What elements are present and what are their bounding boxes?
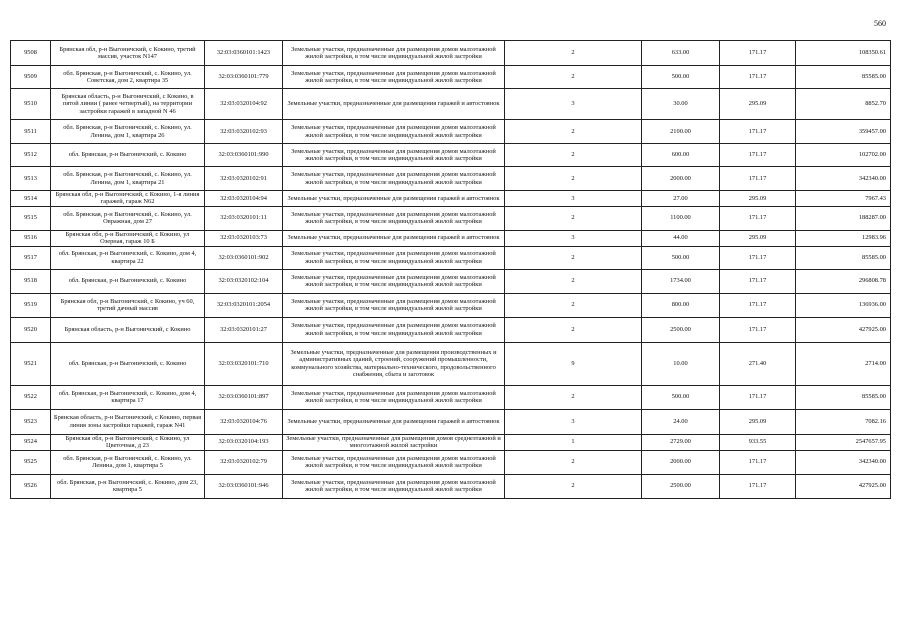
cadastral-value-cell: 7082.16: [796, 409, 891, 434]
cadastral-value-cell: 427925.00: [796, 317, 891, 342]
cadastral-number-cell: 32:03:0320103:73: [205, 230, 283, 246]
cadastral-value-cell: 342340.00: [796, 167, 891, 191]
area-cell: 1734.00: [642, 269, 720, 293]
cadastral-value-cell: 2714.00: [796, 342, 891, 385]
land-use-cell: Земельные участки, предназначенные для размещения гаражей и автостоянок: [283, 191, 505, 207]
address-cell: Брянская обл, р-н Выгоничский, с Кокино, ул Озерная, гараж 10 Б: [51, 230, 205, 246]
cadastral-number-cell: 32:03:0320101:2054: [205, 293, 283, 317]
specific-value-cell: 171.17: [720, 450, 796, 474]
area-cell: 2100.00: [642, 120, 720, 144]
address-cell: Брянская обл, р-н Выгоничский, с Кокино, уч 60, третий дачный массив: [51, 293, 205, 317]
specific-value-cell: 295.09: [720, 230, 796, 246]
area-cell: 44.00: [642, 230, 720, 246]
row-number: 9520: [11, 317, 51, 342]
table-row: [11, 167, 891, 191]
row-number: 9510: [11, 89, 51, 120]
cadastral-number-cell: 32:03:0320101:11: [205, 206, 283, 230]
table-row: [11, 385, 891, 409]
area-cell: 2500.00: [642, 317, 720, 342]
land-use-cell: Земельные участки, предназначенные для размещения гаражей и автостоянок: [283, 230, 505, 246]
cadastral-value-cell: 359457.00: [796, 120, 891, 144]
area-cell: 500.00: [642, 246, 720, 269]
address-cell: обл. Брянская, р-н Выгоничский, с. Кокино: [51, 144, 205, 167]
land-use-cell: Земельные участки, предназначенные для размещения домов малоэтажной жилой застройки, в том числе индивидуальной жилой застройки: [283, 474, 505, 498]
area-cell: 500.00: [642, 66, 720, 89]
table-row: [11, 230, 891, 246]
group-cell: 2: [505, 474, 642, 498]
cadastral-number-cell: 32:03:0320104:92: [205, 89, 283, 120]
row-number: 9514: [11, 191, 51, 207]
group-cell: 3: [505, 89, 642, 120]
cadastral-number-cell: 32:03:0360101:946: [205, 474, 283, 498]
row-number: 9515: [11, 206, 51, 230]
specific-value-cell: 171.17: [720, 317, 796, 342]
cadastral-value-cell: 8852.70: [796, 89, 891, 120]
area-cell: 633.00: [642, 41, 720, 66]
specific-value-cell: 171.17: [720, 206, 796, 230]
address-cell: Брянская обл, р-н Выгоничский, с Кокино, 1-я линия гаражей, гараж N62: [51, 191, 205, 207]
specific-value-cell: 171.17: [720, 269, 796, 293]
cadastral-value-cell: 102702.00: [796, 144, 891, 167]
table-row: [11, 293, 891, 317]
cadastral-number-cell: 32:03:0320102:79: [205, 450, 283, 474]
cadastral-number-cell: 32:03:0320101:710: [205, 342, 283, 385]
cadastral-number-cell: 32:03:0360101:897: [205, 385, 283, 409]
cadastral-number-cell: 32:03:0360101:990: [205, 144, 283, 167]
cadastral-number-cell: 32:03:0320102:93: [205, 120, 283, 144]
group-cell: 2: [505, 293, 642, 317]
cadastral-value-cell: 427925.00: [796, 474, 891, 498]
group-cell: 2: [505, 450, 642, 474]
land-use-cell: Земельные участки, предназначенные для размещения домов малоэтажной жилой застройки, в том числе индивидуальной жилой застройки: [283, 246, 505, 269]
cadastral-number-cell: 32:03:0320102:104: [205, 269, 283, 293]
address-cell: обл. Брянская, р-н Выгоничский, с. Кокино, ул. Ленина, дом 1, квартира 21: [51, 167, 205, 191]
land-use-cell: Земельные участки, предназначенные для размещения домов малоэтажной жилой застройки, в том числе индивидуальной жилой застройки: [283, 385, 505, 409]
specific-value-cell: 295.09: [720, 191, 796, 207]
table-row: [11, 474, 891, 498]
group-cell: 3: [505, 230, 642, 246]
cadastral-value-table: [10, 40, 891, 499]
address-cell: обл. Брянская, р-н Выгоничский, с. Кокино: [51, 269, 205, 293]
group-cell: 2: [505, 167, 642, 191]
group-cell: 3: [505, 191, 642, 207]
row-number: 9523: [11, 409, 51, 434]
table-row: [11, 434, 891, 450]
area-cell: 2000.00: [642, 167, 720, 191]
cadastral-value-cell: 188287.00: [796, 206, 891, 230]
land-use-cell: Земельные участки, предназначенные для размещения производственных и административных зданий, строений, сооружений промышленности, коммунального хозяйства, материально-технического, продовольственного снабжения, сбыта и заготовок: [283, 342, 505, 385]
area-cell: 27.00: [642, 191, 720, 207]
row-number: 9524: [11, 434, 51, 450]
address-cell: обл. Брянская, р-н Выгоничский, с. Кокино: [51, 342, 205, 385]
cadastral-value-cell: 108350.61: [796, 41, 891, 66]
table-row: [11, 450, 891, 474]
specific-value-cell: 171.17: [720, 293, 796, 317]
area-cell: 1100.00: [642, 206, 720, 230]
area-cell: 600.00: [642, 144, 720, 167]
land-use-cell: Земельные участки, предназначенные для размещения домов малоэтажной жилой застройки, в том числе индивидуальной жилой застройки: [283, 120, 505, 144]
group-cell: 2: [505, 269, 642, 293]
specific-value-cell: 171.17: [720, 144, 796, 167]
cadastral-value-cell: 7967.43: [796, 191, 891, 207]
table-row: [11, 342, 891, 385]
row-number: 9526: [11, 474, 51, 498]
specific-value-cell: 933.55: [720, 434, 796, 450]
cadastral-number-cell: 32:03:0360101:779: [205, 66, 283, 89]
specific-value-cell: 171.17: [720, 167, 796, 191]
area-cell: 2729.00: [642, 434, 720, 450]
table-row: [11, 144, 891, 167]
specific-value-cell: 171.17: [720, 385, 796, 409]
cadastral-value-cell: 136936.00: [796, 293, 891, 317]
cadastral-number-cell: 32:03:0320104:193: [205, 434, 283, 450]
address-cell: обл. Брянская, р-н Выгоничский, с. Кокино, дом 4, квартира 22: [51, 246, 205, 269]
area-cell: 24.00: [642, 409, 720, 434]
table-row: [11, 191, 891, 207]
group-cell: 2: [505, 206, 642, 230]
specific-value-cell: 171.17: [720, 41, 796, 66]
table-row: [11, 246, 891, 269]
cadastral-number-cell: 32:03:0320104:76: [205, 409, 283, 434]
cadastral-value-cell: 12983.96: [796, 230, 891, 246]
area-cell: 30.00: [642, 89, 720, 120]
row-number: 9513: [11, 167, 51, 191]
group-cell: 2: [505, 41, 642, 66]
address-cell: Брянская область, р-н Выгоничский, с Кокино, в пятой линии ( ранее четвертый), на территории застройки гаражей в западной N 46: [51, 89, 205, 120]
cadastral-number-cell: 32:03:0360101:1423: [205, 41, 283, 66]
land-use-cell: Земельные участки, предназначенные для размещения домов малоэтажной жилой застройки, в том числе индивидуальной жилой застройки: [283, 66, 505, 89]
group-cell: 2: [505, 120, 642, 144]
address-cell: обл. Брянская, р-н Выгоничский, с. Кокино, ул. Советская, дом 2, квартира 35: [51, 66, 205, 89]
specific-value-cell: 171.17: [720, 66, 796, 89]
page-number: 560: [874, 19, 886, 28]
cadastral-number-cell: 32:03:0360101:902: [205, 246, 283, 269]
address-cell: Брянская область, р-н Выгоничский, с Кокино: [51, 317, 205, 342]
land-use-cell: Земельные участки, предназначенные для размещения домов малоэтажной жилой застройки, в том числе индивидуальной жилой застройки: [283, 41, 505, 66]
land-use-cell: Земельные участки, предназначенные для размещения домов малоэтажной жилой застройки, в том числе индивидуальной жилой застройки: [283, 450, 505, 474]
row-number: 9519: [11, 293, 51, 317]
land-use-cell: Земельные участки, предназначенные для размещения гаражей и автостоянок: [283, 409, 505, 434]
specific-value-cell: 171.17: [720, 120, 796, 144]
cadastral-value-cell: 296808.78: [796, 269, 891, 293]
specific-value-cell: 295.09: [720, 409, 796, 434]
land-use-cell: Земельные участки, предназначенные для размещения домов малоэтажной жилой застройки, в том числе индивидуальной жилой застройки: [283, 293, 505, 317]
table-row: [11, 89, 891, 120]
table-body: [11, 41, 891, 499]
group-cell: 3: [505, 409, 642, 434]
cadastral-value-cell: 85585.00: [796, 246, 891, 269]
table-row: [11, 269, 891, 293]
specific-value-cell: 295.09: [720, 89, 796, 120]
row-number: 9508: [11, 41, 51, 66]
specific-value-cell: 271.40: [720, 342, 796, 385]
group-cell: 2: [505, 66, 642, 89]
area-cell: 2000.00: [642, 450, 720, 474]
cadastral-number-cell: 32:03:0320101:27: [205, 317, 283, 342]
group-cell: 2: [505, 317, 642, 342]
land-use-cell: Земельные участки, предназначенные для размещения гаражей и автостоянок: [283, 89, 505, 120]
land-use-cell: Земельные участки, предназначенные для размещения домов малоэтажной жилой застройки, в том числе индивидуальной жилой застройки: [283, 167, 505, 191]
area-cell: 800.00: [642, 293, 720, 317]
group-cell: 9: [505, 342, 642, 385]
address-cell: обл. Брянская, р-н Выгоничский, с. Кокино, ул. Овражная, дом 27: [51, 206, 205, 230]
land-use-cell: Земельные участки, предназначенные для размещения домов малоэтажной жилой застройки, в том числе индивидуальной жилой застройки: [283, 317, 505, 342]
row-number: 9525: [11, 450, 51, 474]
row-number: 9522: [11, 385, 51, 409]
row-number: 9521: [11, 342, 51, 385]
land-use-cell: Земельные участки, предназначенные для размещения домов среднеэтажной и многоэтажной жилой застройки: [283, 434, 505, 450]
table-row: [11, 409, 891, 434]
group-cell: 1: [505, 434, 642, 450]
address-cell: обл. Брянская, р-н Выгоничский, с. Кокино, ул. Ленина, дом 1, квартира 5: [51, 450, 205, 474]
area-cell: 10.00: [642, 342, 720, 385]
table-row: [11, 120, 891, 144]
group-cell: 2: [505, 385, 642, 409]
land-use-cell: Земельные участки, предназначенные для размещения домов малоэтажной жилой застройки, в том числе индивидуальной жилой застройки: [283, 144, 505, 167]
address-cell: Брянская обл, р-н Выгоничский, с Кокино, ул Цветочная, д 23: [51, 434, 205, 450]
specific-value-cell: 171.17: [720, 246, 796, 269]
row-number: 9509: [11, 66, 51, 89]
row-number: 9516: [11, 230, 51, 246]
group-cell: 2: [505, 246, 642, 269]
table-row: [11, 206, 891, 230]
address-cell: обл. Брянская, р-н Выгоничский, с. Кокино, дом 4, квартира 17: [51, 385, 205, 409]
cadastral-value-cell: 85585.00: [796, 66, 891, 89]
land-use-cell: Земельные участки, предназначенные для размещения домов малоэтажной жилой застройки, в том числе индивидуальной жилой застройки: [283, 206, 505, 230]
row-number: 9517: [11, 246, 51, 269]
area-cell: 2500.00: [642, 474, 720, 498]
cadastral-number-cell: 32:03:0320104:94: [205, 191, 283, 207]
cadastral-number-cell: 32:03:0320102:91: [205, 167, 283, 191]
row-number: 9511: [11, 120, 51, 144]
land-use-cell: Земельные участки, предназначенные для размещения домов малоэтажной жилой застройки, в том числе индивидуальной жилой застройки: [283, 269, 505, 293]
specific-value-cell: 171.17: [720, 474, 796, 498]
table-row: [11, 66, 891, 89]
address-cell: обл. Брянская, р-н Выгоничский, с. Кокино, дом 23, квартира 5: [51, 474, 205, 498]
table-row: [11, 317, 891, 342]
group-cell: 2: [505, 144, 642, 167]
cadastral-value-cell: 85585.00: [796, 385, 891, 409]
address-cell: обл. Брянская, р-н Выгоничский, с. Кокино, ул. Ленина, дом 1, квартира 26: [51, 120, 205, 144]
row-number: 9518: [11, 269, 51, 293]
cadastral-value-cell: 342340.00: [796, 450, 891, 474]
address-cell: Брянская область, р-н Выгоничский, с Кокино, первая линия зоны застройки гаражей, гараж N41: [51, 409, 205, 434]
row-number: 9512: [11, 144, 51, 167]
table-row: [11, 41, 891, 66]
area-cell: 500.00: [642, 385, 720, 409]
address-cell: Брянская обл, р-н Выгоничский, с Кокино, третий массив, участок N147: [51, 41, 205, 66]
cadastral-value-cell: 2547657.95: [796, 434, 891, 450]
